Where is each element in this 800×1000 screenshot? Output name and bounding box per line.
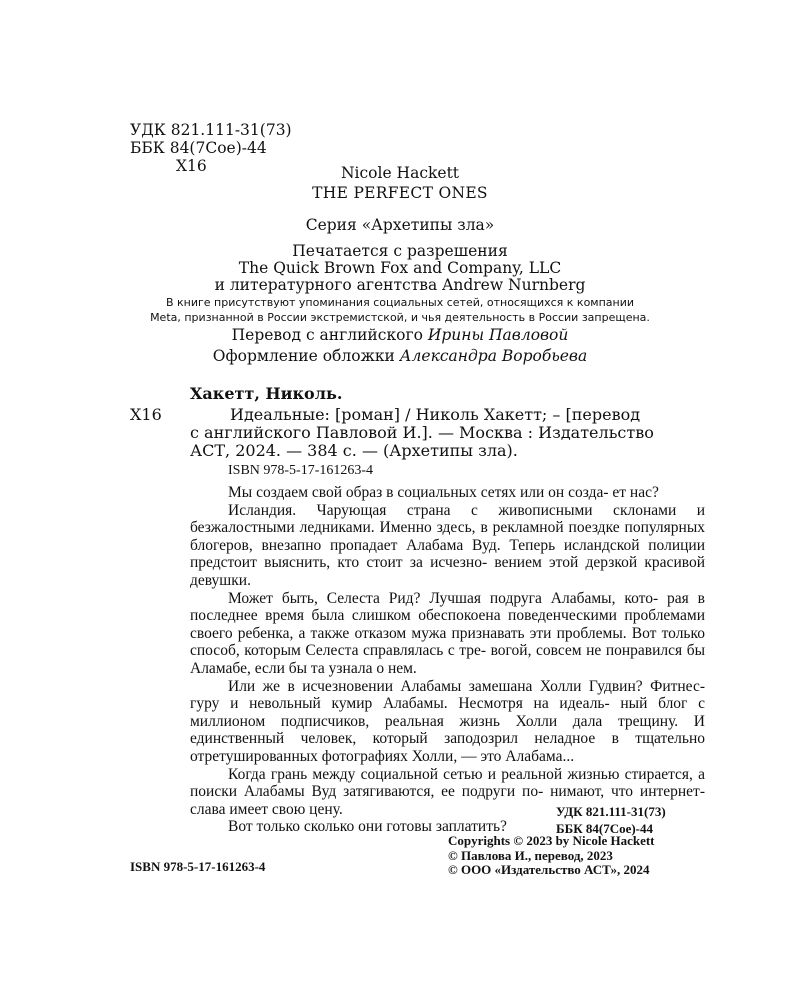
author-mark: Х16 (176, 157, 207, 175)
udk-code: УДК 821.111-31(73) (130, 121, 292, 139)
cover-designer-name: Александра Воробьева (399, 347, 588, 365)
permission-line-3: и литературного агентства Andrew Nurnberg (214, 276, 586, 294)
catalog-line-1: Идеальные: [роман] / Николь Хакетт; – [перевод (230, 405, 641, 424)
copyright-line-1: Copyrights © 2023 by Nicole Hackett (448, 833, 655, 848)
bottom-bbk-code: ББК 84(7Сое)-44 (556, 821, 654, 836)
translation-credit (0, 326, 800, 344)
translation-label: Перевод с английского (231, 326, 423, 344)
meta-notice-line-2: Meta, признанной в России экстремистской, и чья деятельность в России запрещена. (150, 311, 650, 324)
permission-line-1: Печатается с разрешения (292, 242, 508, 260)
catalog-line-2: с английского Павловой И.]. — Москва : Издательство (190, 423, 654, 442)
bbk-code: ББК 84(7Сое)-44 (130, 139, 267, 157)
annotation-paragraph: Мы создаем свой образ в социальных сетях или он созда- ет нас? (228, 484, 659, 501)
annotation-paragraph: Когда грань между социальной сетью и реальной жизнью стирается, а поиски Алабамы Вуд затягиваются, ее подруги по- нимают, что интернет-слава имеет свою цену. (190, 765, 705, 818)
copyright-line-2: © Павлова И., перевод, 2023 (448, 848, 613, 863)
catalog-heading: Хакетт, Николь. (190, 384, 343, 403)
original-author: Nicole Hackett (340, 164, 460, 182)
cover-design-credit (0, 347, 800, 365)
catalog-line-3: АСТ, 2024. — 384 с. — (Архетипы зла). (190, 441, 518, 460)
cover-design-label: Оформление обложки (212, 347, 395, 365)
catalog-isbn: ISBN 978-5-17-161263-4 (228, 463, 374, 478)
footer-isbn: ISBN 978-5-17-161263-4 (130, 859, 266, 874)
annotation-paragraph: Исландия. Чарующая страна с живописными склонами и безжалостными ледниками. Именно здесь, в рекламной поездке популярных блогеров, внезапно пропадает Алабама Вуд. Теперь исландской полиции предстоит выяснить, кто стоит за исчезно- вением этой дерзкой красивой девушки. (190, 501, 705, 589)
annotation-paragraph: Вот только сколько они готовы заплатить? (228, 818, 507, 836)
catalog-mark: Х16 (130, 405, 162, 424)
series-line: Серия «Архетипы зла» (305, 216, 495, 234)
meta-notice-line-1: В книге присутствуют упоминания социальных сетей, относящихся к компании (165, 296, 635, 309)
bottom-udk-code: УДК 821.111-31(73) (556, 804, 666, 819)
annotation (190, 484, 705, 836)
annotation-paragraph: Или же в исчезновении Алабамы замешана Холли Гудвин? Фитнес-гуру и невольный кумир Алабамы. Несмотря на идеаль- ный блог с миллионом подписчиков, реальная жизнь Холли дала трещину. И единственный человек, который заподозрил неладное в тщательно отретушированных фотографиях Холли, — это Алабама... (190, 677, 705, 765)
translator-name: Ирины Павловой (427, 326, 569, 344)
permission-line-2: The Quick Brown Fox and Company, LLC (238, 259, 562, 277)
copyright-line-3: © ООО «Издательство АСТ», 2024 (448, 862, 650, 877)
annotation-paragraph: Может быть, Селеста Рид? Лучшая подруга Алабамы, кото- рая в последнее время была слишком обеспокоена поведенческими проблемами своего ребенка, а также отказом мужа признавать эти проблемы. Вот только способ, которым Селеста справлялась с тре- вогой, совсем не понравился бы Аламабе, если бы та узнала о нем. (190, 589, 705, 677)
original-title: THE PERFECT ONES (312, 184, 488, 202)
